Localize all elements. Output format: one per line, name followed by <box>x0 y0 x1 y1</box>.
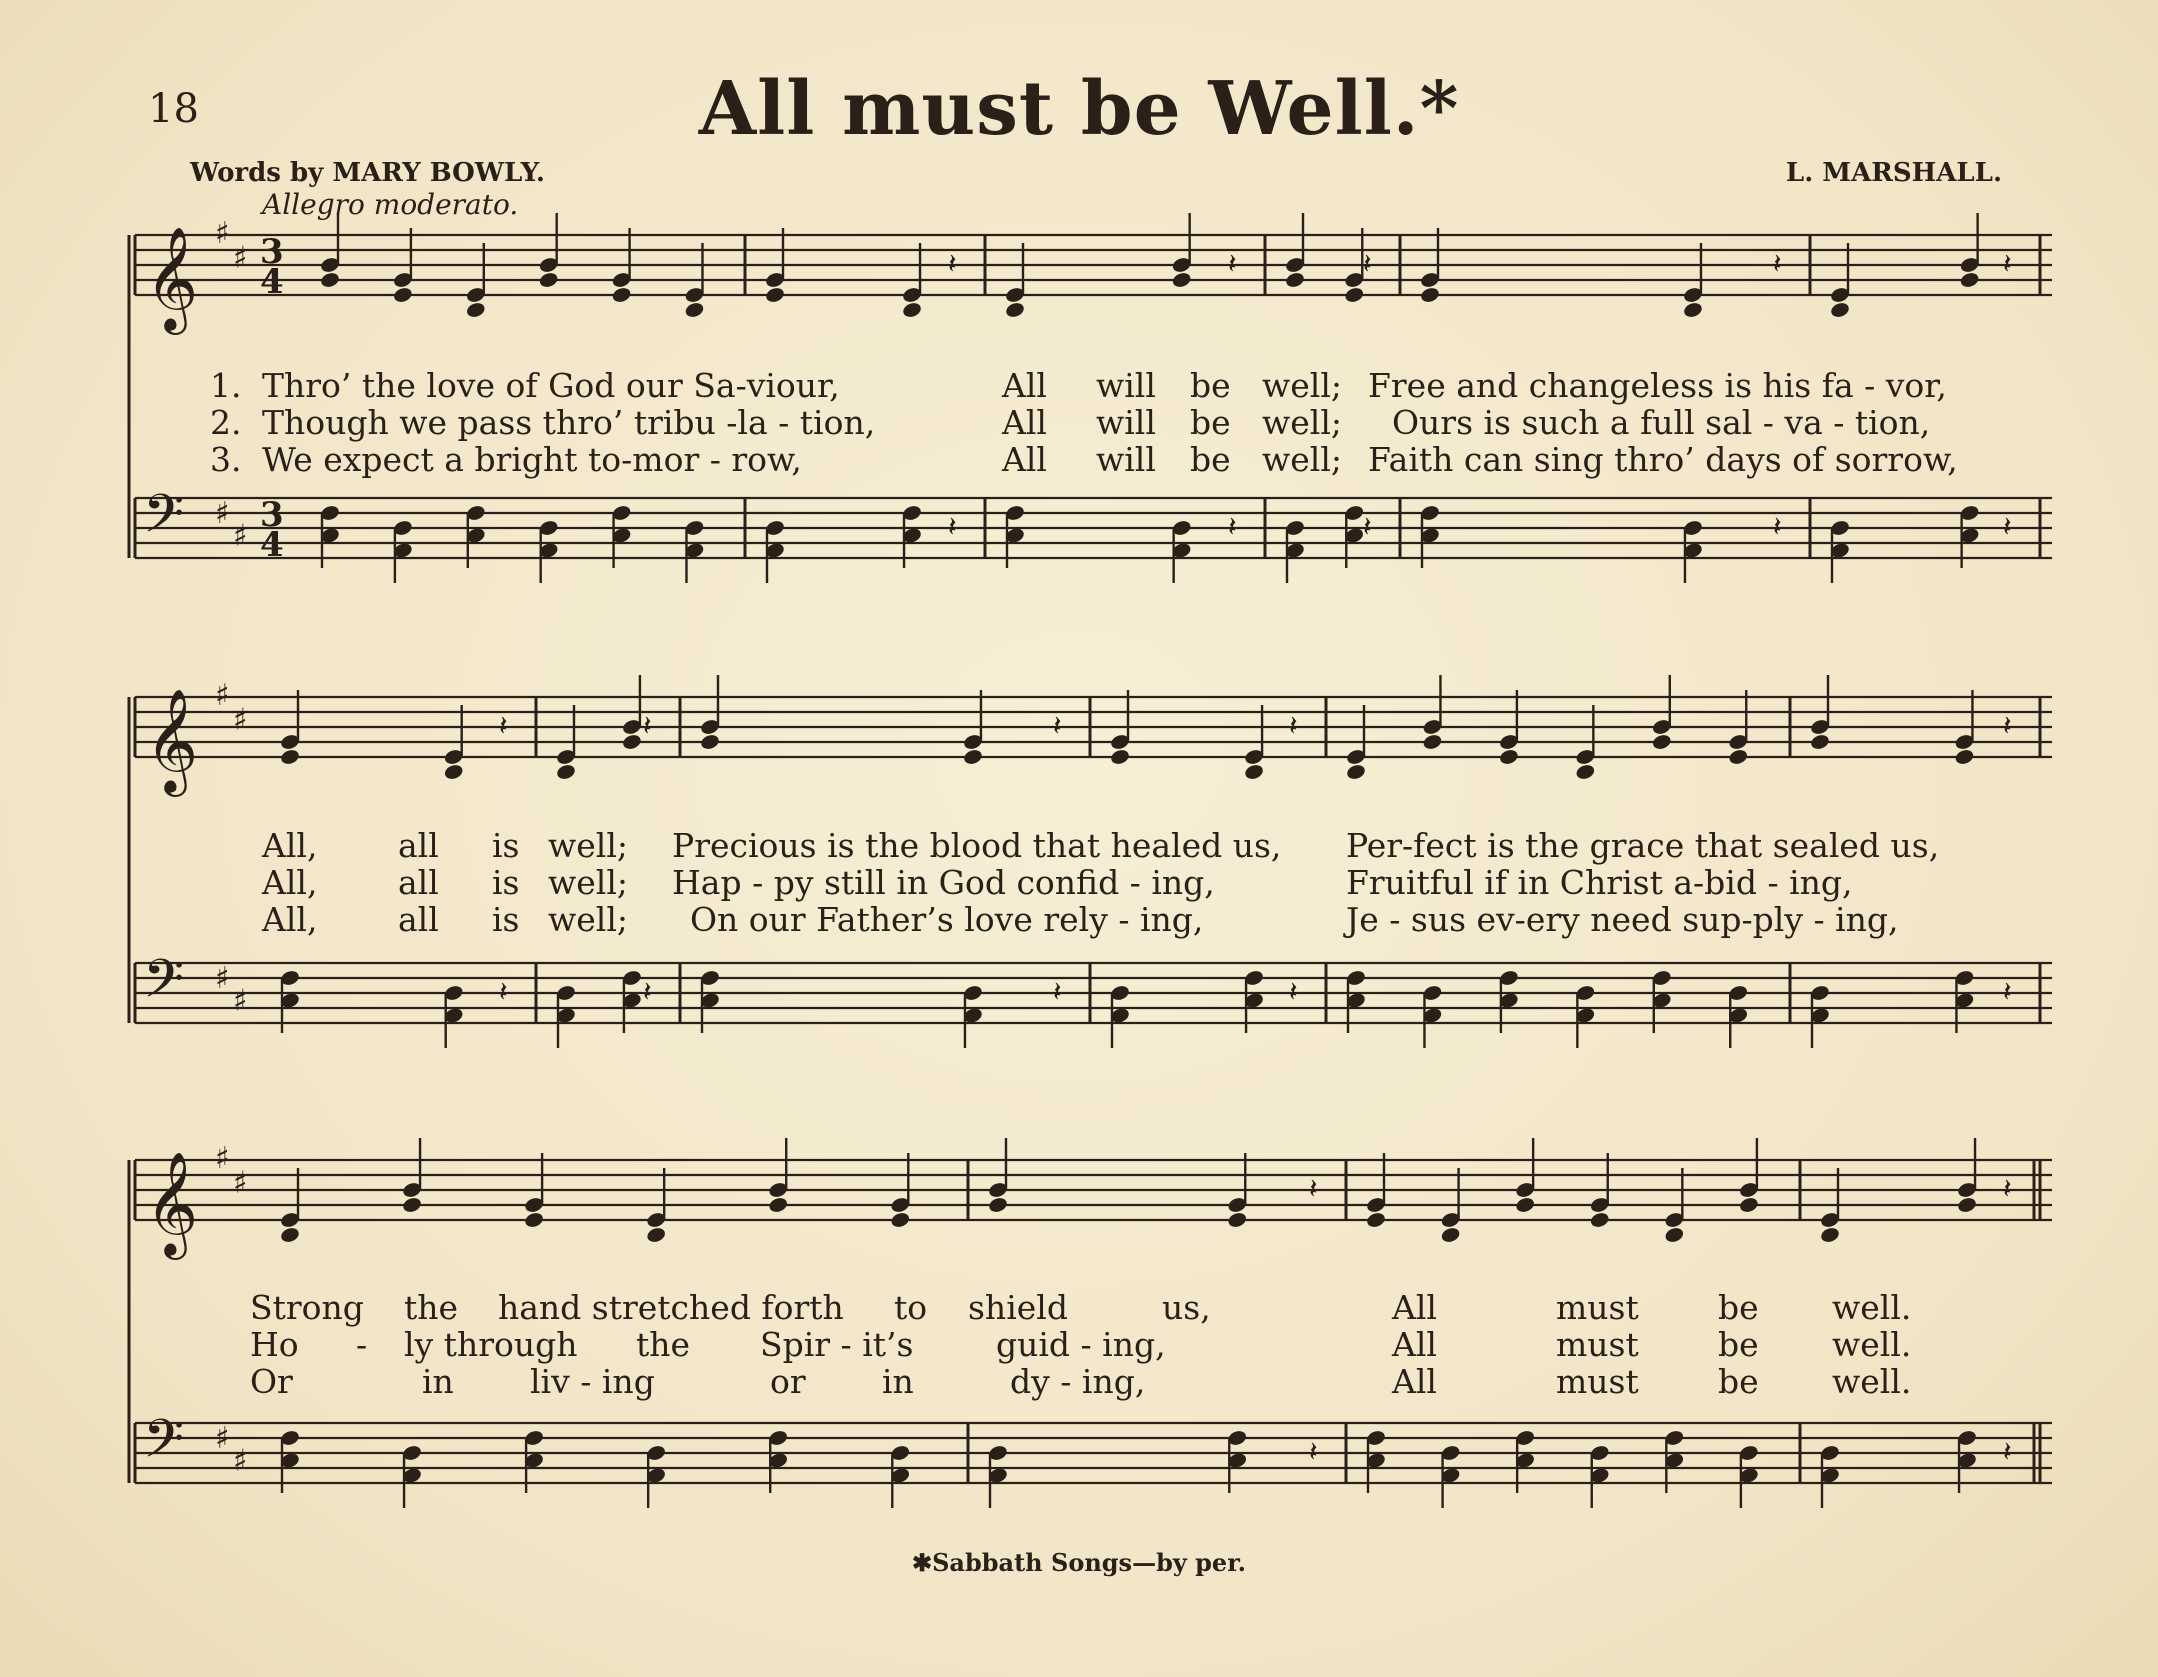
lyric-phrase: Fruitful if in Christ a-bid - ing, <box>1346 863 1853 902</box>
lyric-word: All <box>1392 1325 1437 1364</box>
quarter-rest-icon: 𝄽 <box>2003 1435 2012 1468</box>
lyric-word: the <box>404 1288 459 1327</box>
lyric-word: all <box>398 826 439 865</box>
lyric-word: be <box>1190 403 1231 442</box>
treble-notehead <box>279 1226 300 1244</box>
lyric-word: All <box>1002 366 1047 405</box>
quarter-rest-icon: 𝄽 <box>499 709 508 742</box>
treble-notehead <box>1243 763 1264 781</box>
treble-notehead <box>1575 763 1596 781</box>
lyric-word: be <box>1718 1325 1759 1364</box>
lyric-word: All, <box>262 900 318 939</box>
sharp-icon: ♯ <box>233 1165 248 1201</box>
lyric-phrase: Though we pass thro’ tribu -la - tion, <box>262 403 876 442</box>
quarter-rest-icon: 𝄽 <box>2003 1172 2012 1205</box>
treble-notehead <box>1819 1226 1840 1244</box>
quarter-rest-icon: 𝄽 <box>2003 975 2012 1008</box>
treble-notehead <box>890 1211 911 1229</box>
verse-number: 3. <box>210 440 242 479</box>
hymn-title: All must be Well.* <box>698 66 1460 152</box>
page-number: 18 <box>148 86 199 132</box>
treble-notehead <box>645 1226 666 1244</box>
quarter-rest-icon: 𝄽 <box>1309 1172 1318 1205</box>
lyric-word: in <box>882 1362 914 1401</box>
treble-notehead <box>987 1196 1008 1214</box>
quarter-rest-icon: 𝄽 <box>643 975 652 1008</box>
treble-notehead <box>1589 1211 1610 1229</box>
lyric-word: All, <box>262 826 318 865</box>
treble-notehead <box>1344 286 1365 304</box>
lyric-word: be <box>1718 1362 1759 1401</box>
time-signature-lower: 4 <box>260 525 284 565</box>
treble-notehead <box>901 301 922 319</box>
time-signature-upper: 3 <box>260 232 284 272</box>
quarter-rest-icon: 𝄽 <box>499 975 508 1008</box>
lyric-phrase: guid - ing, <box>996 1325 1166 1364</box>
lyric-word: will <box>1096 440 1156 479</box>
treble-notehead <box>538 271 559 289</box>
treble-notehead <box>962 748 983 766</box>
lyric-word: be <box>1190 440 1231 479</box>
lyric-phrase: Faith can sing thro’ days of sorrow, <box>1368 440 1958 479</box>
treble-notehead <box>611 286 632 304</box>
lyric-word: the <box>636 1325 691 1364</box>
lyric-word: is <box>492 863 520 902</box>
lyric-word: is <box>492 900 520 939</box>
treble-notehead <box>764 286 785 304</box>
treble-notehead <box>1365 1211 1386 1229</box>
treble-notehead <box>1728 748 1749 766</box>
lyric-phrase: Precious is the blood that healed us, <box>672 826 1282 865</box>
treble-clef-icon: 𝄞 <box>145 226 199 331</box>
quarter-rest-icon: 𝄽 <box>1228 247 1237 280</box>
treble-notehead <box>768 1196 789 1214</box>
lyric-word: All <box>1002 403 1047 442</box>
lyric-phrase: Ours is such a full sal - va - tion, <box>1392 403 1931 442</box>
lyric-word: must <box>1556 1288 1639 1327</box>
lyric-phrase: Spir - it’s <box>760 1325 914 1364</box>
quarter-rest-icon: 𝄽 <box>948 510 957 543</box>
quarter-rest-icon: 𝄽 <box>1289 709 1298 742</box>
treble-notehead <box>1738 1196 1759 1214</box>
footnote: ✱Sabbath Songs—by per. <box>911 1548 1246 1577</box>
sharp-icon: ♯ <box>215 1141 230 1176</box>
quarter-rest-icon: 𝄽 <box>1289 975 1298 1008</box>
treble-clef-icon: 𝄞 <box>145 1151 199 1256</box>
treble-notehead <box>684 301 705 319</box>
quarter-rest-icon: 𝄽 <box>1363 247 1372 280</box>
quarter-rest-icon: 𝄽 <box>1773 247 1782 280</box>
treble-notehead <box>621 733 642 751</box>
sharp-icon: ♯ <box>215 1421 230 1456</box>
treble-notehead <box>1829 301 1850 319</box>
treble-notehead <box>1227 1211 1248 1229</box>
lyric-word: well; <box>548 826 629 865</box>
lyric-word: must <box>1556 1362 1639 1401</box>
bass-clef-icon: 𝄢 <box>143 949 185 1023</box>
bass-clef-icon: 𝄢 <box>143 1409 185 1483</box>
treble-notehead <box>1682 301 1703 319</box>
bass-clef-icon: 𝄢 <box>143 484 185 558</box>
time-signature-lower: 4 <box>260 262 284 302</box>
lyric-word: will <box>1096 403 1156 442</box>
sharp-icon: ♯ <box>215 496 230 531</box>
lyric-word: well; <box>548 863 629 902</box>
lyric-phrase: dy - ing, <box>1010 1362 1146 1401</box>
lyric-word: be <box>1718 1288 1759 1327</box>
lyric-word: or <box>770 1362 806 1401</box>
sharp-icon: ♯ <box>233 983 248 1019</box>
lyric-phrase: Free and changeless is his fa - vor, <box>1368 366 1947 405</box>
lyric-word: All <box>1392 1362 1437 1401</box>
quarter-rest-icon: 𝄽 <box>643 709 652 742</box>
lyric-word: Strong <box>250 1288 364 1327</box>
lyric-word: well; <box>548 900 629 939</box>
treble-notehead <box>1171 271 1192 289</box>
lyric-phrase: Thro’ the love of God our Sa-viour, <box>262 366 840 405</box>
lyric-word: shield <box>968 1288 1068 1327</box>
treble-notehead <box>1959 271 1980 289</box>
lyric-word: be <box>1190 366 1231 405</box>
quarter-rest-icon: 𝄽 <box>2003 510 2012 543</box>
quarter-rest-icon: 𝄽 <box>1309 1435 1318 1468</box>
lyric-phrase: Per-fect is the grace that sealed us, <box>1346 826 1940 865</box>
quarter-rest-icon: 𝄽 <box>2003 709 2012 742</box>
quarter-rest-icon: 𝄽 <box>1053 709 1062 742</box>
lyric-word: Or <box>250 1362 293 1401</box>
treble-notehead <box>1514 1196 1535 1214</box>
treble-notehead <box>443 763 464 781</box>
lyric-word: well. <box>1832 1362 1912 1401</box>
treble-notehead <box>465 301 486 319</box>
lyric-phrase: liv - ing <box>530 1362 655 1401</box>
lyric-word: All <box>1002 440 1047 479</box>
treble-notehead <box>1284 271 1305 289</box>
quarter-rest-icon: 𝄽 <box>1363 510 1372 543</box>
lyric-phrase: ly through <box>404 1325 578 1364</box>
treble-notehead <box>1956 1196 1977 1214</box>
sharp-icon: ♯ <box>215 678 230 713</box>
treble-notehead <box>1004 301 1025 319</box>
quarter-rest-icon: 𝄽 <box>2003 247 2012 280</box>
treble-notehead <box>1440 1226 1461 1244</box>
composer-credit: L. MARSHALL. <box>1785 158 2002 188</box>
verse-number: 2. <box>210 403 242 442</box>
lyric-word: All, <box>262 863 318 902</box>
quarter-rest-icon: 𝄽 <box>1053 975 1062 1008</box>
lyric-word: must <box>1556 1325 1639 1364</box>
lyric-word: well; <box>1262 403 1343 442</box>
treble-notehead <box>1809 733 1830 751</box>
lyric-phrase: hand stretched forth <box>498 1288 844 1327</box>
quarter-rest-icon: 𝄽 <box>1773 510 1782 543</box>
treble-notehead <box>401 1196 422 1214</box>
lyric-word: will <box>1096 366 1156 405</box>
lyric-phrase: Hap - py still in God confid - ing, <box>672 863 1215 902</box>
lyric-word: all <box>398 863 439 902</box>
lyric-word: - <box>356 1325 368 1364</box>
time-signature-upper: 3 <box>260 495 284 535</box>
lyric-word: well; <box>1262 366 1343 405</box>
quarter-rest-icon: 𝄽 <box>948 247 957 280</box>
lyric-word: us, <box>1162 1288 1211 1327</box>
treble-notehead <box>1419 286 1440 304</box>
lyric-phrase: Je - sus ev-ery need sup-ply - ing, <box>1346 900 1899 939</box>
lyric-word: Ho <box>250 1325 299 1364</box>
treble-notehead <box>1664 1226 1685 1244</box>
treble-notehead <box>1954 748 1975 766</box>
treble-clef-icon: 𝄞 <box>145 688 199 793</box>
lyricist-credit: Words by MARY BOWLY. <box>190 158 545 188</box>
lyric-word: well; <box>1262 440 1343 479</box>
sharp-icon: ♯ <box>233 702 248 738</box>
sharp-icon: ♯ <box>215 961 230 996</box>
sharp-icon: ♯ <box>215 216 230 251</box>
sharp-icon: ♯ <box>233 1443 248 1479</box>
treble-notehead <box>1109 748 1130 766</box>
verse-number: 1. <box>210 366 242 405</box>
lyric-phrase: We expect a bright to-mor - row, <box>262 440 802 479</box>
treble-notehead <box>279 748 300 766</box>
treble-notehead <box>555 763 576 781</box>
treble-notehead <box>1345 763 1366 781</box>
lyric-word: well. <box>1832 1325 1912 1364</box>
treble-notehead <box>1498 748 1519 766</box>
lyric-phrase: On our Father’s love rely - ing, <box>690 900 1204 939</box>
lyric-word: to <box>894 1288 928 1327</box>
lyric-word: in <box>422 1362 454 1401</box>
lyric-word: all <box>398 900 439 939</box>
lyric-word: is <box>492 826 520 865</box>
treble-notehead <box>1651 733 1672 751</box>
treble-notehead <box>1422 733 1443 751</box>
sharp-icon: ♯ <box>233 518 248 554</box>
treble-notehead <box>699 733 720 751</box>
sharp-icon: ♯ <box>233 240 248 276</box>
lyric-word: well. <box>1832 1288 1912 1327</box>
lyric-word: All <box>1392 1288 1437 1327</box>
treble-notehead <box>392 286 413 304</box>
tempo-marking: Allegro moderato. <box>262 188 519 221</box>
treble-notehead <box>523 1211 544 1229</box>
quarter-rest-icon: 𝄽 <box>1228 510 1237 543</box>
treble-notehead <box>319 271 340 289</box>
